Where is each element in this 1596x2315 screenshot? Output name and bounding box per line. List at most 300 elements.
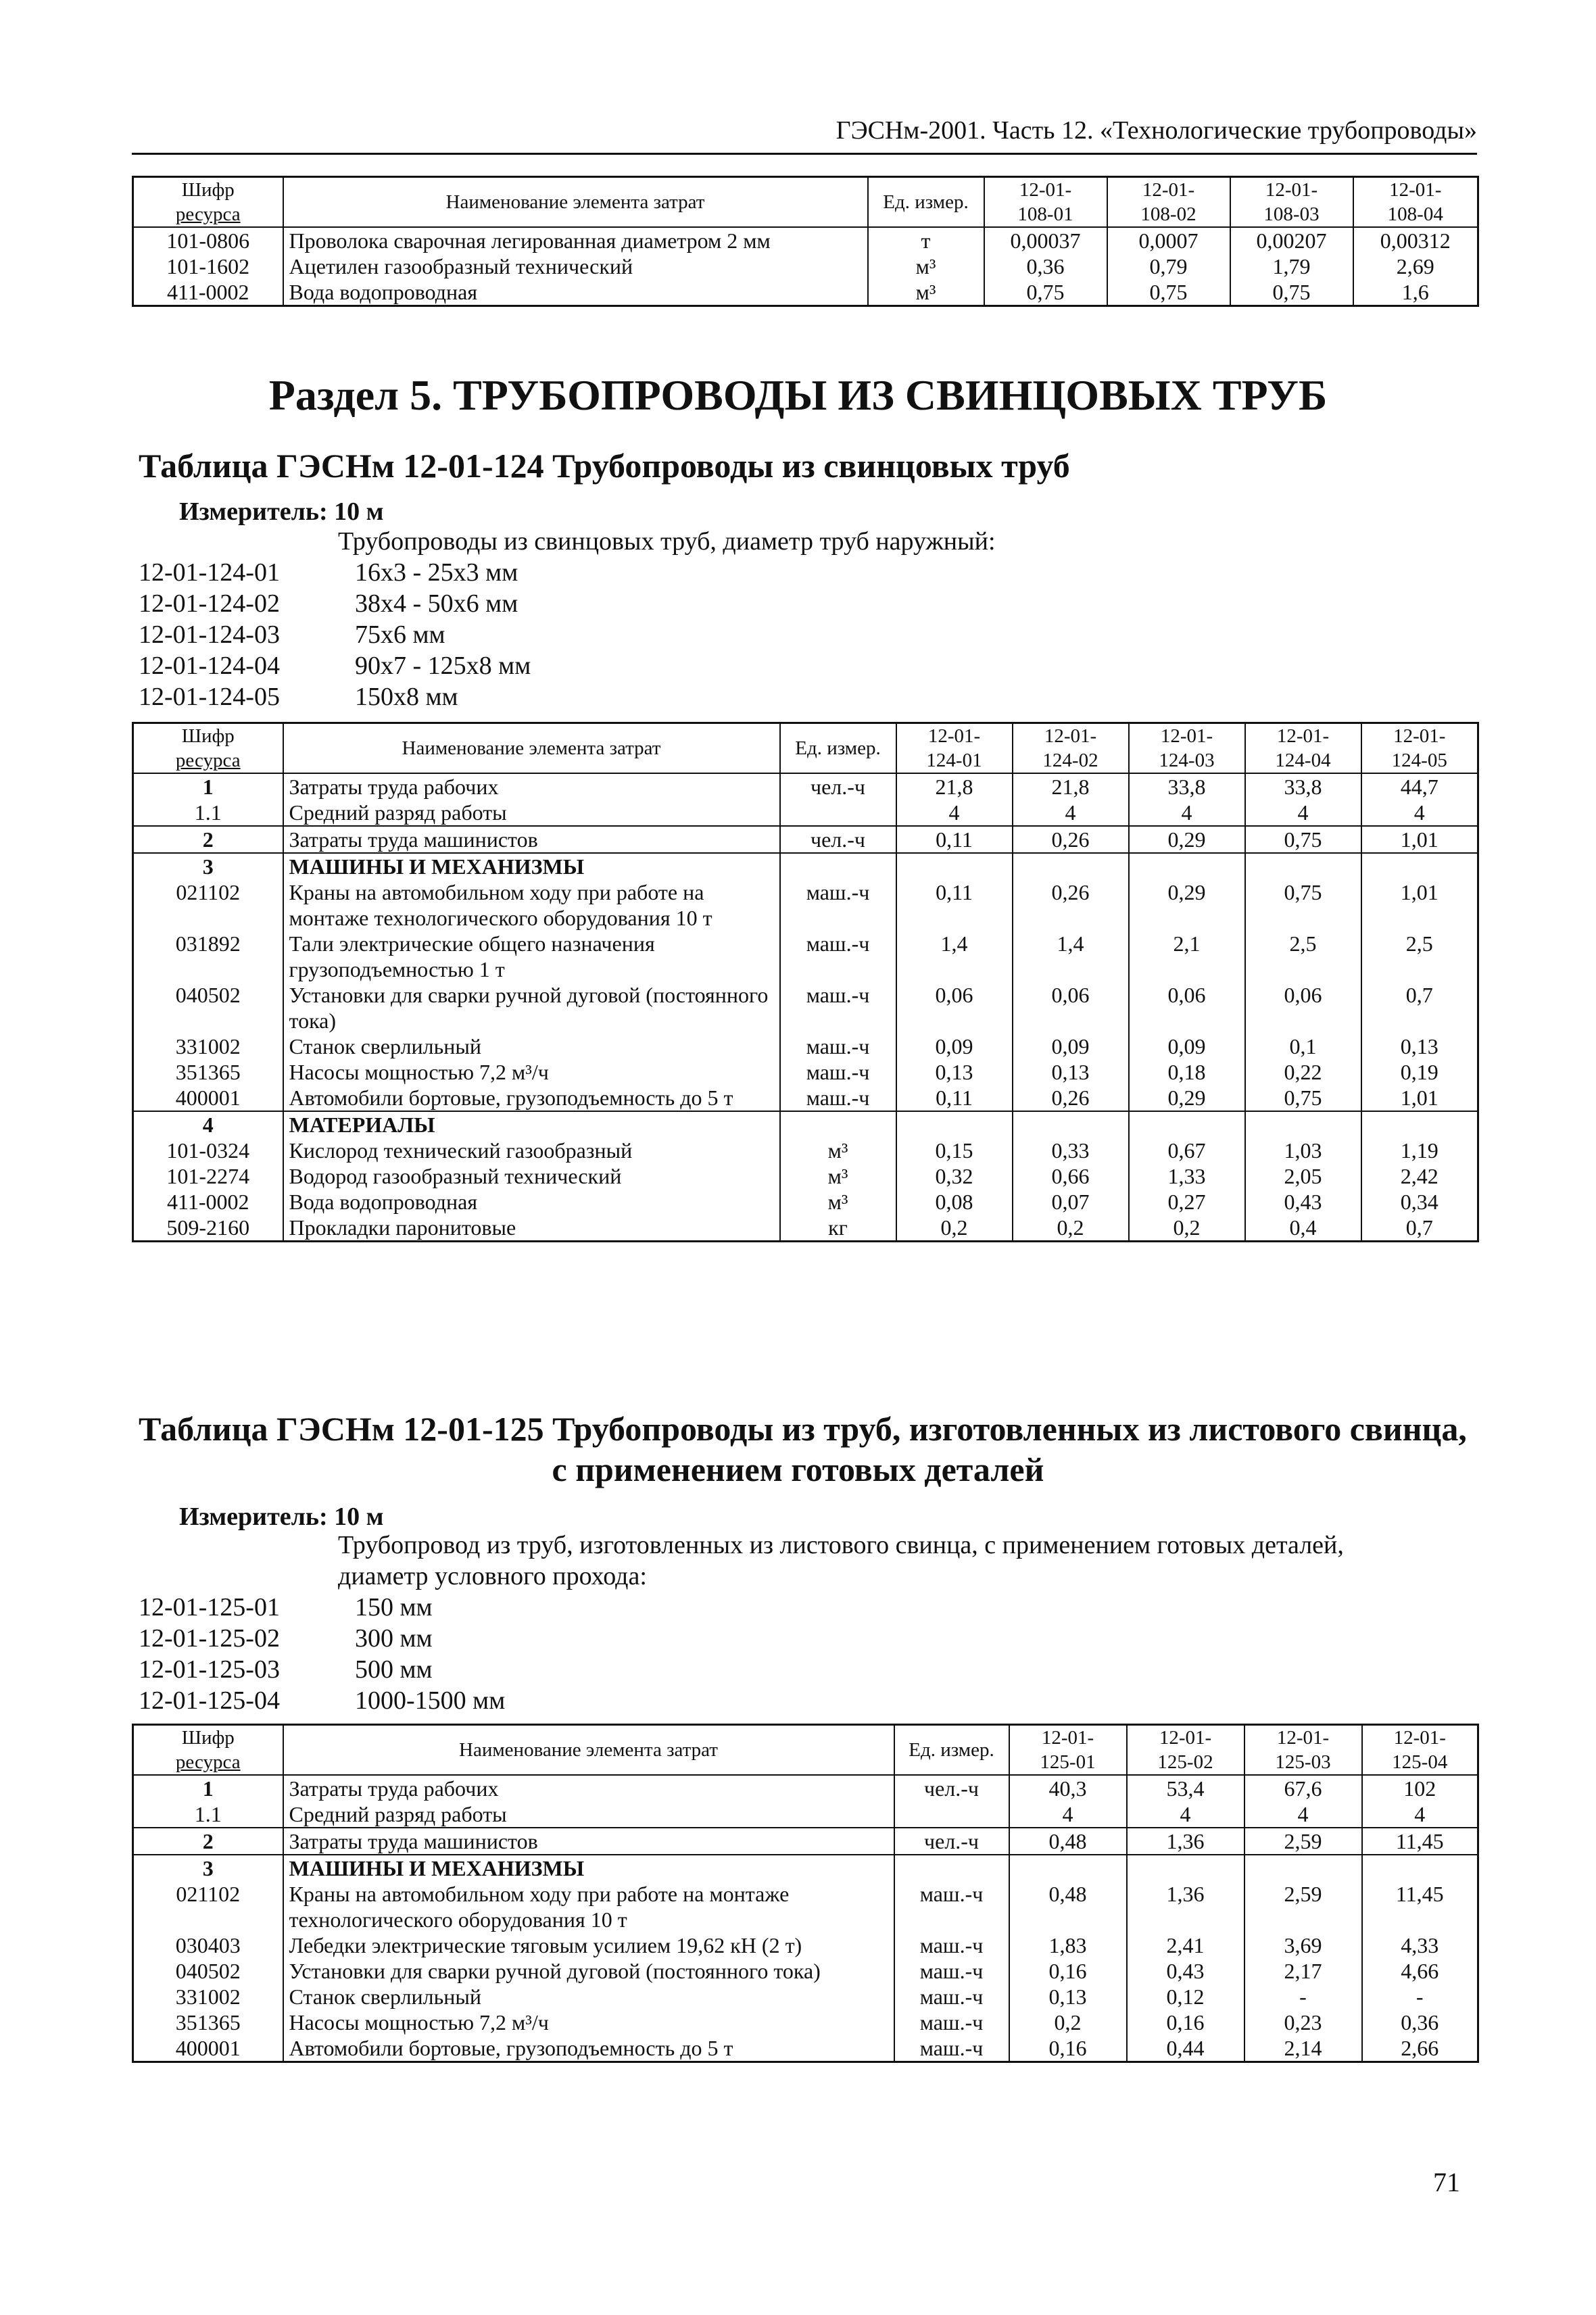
- item-text: 300 мм: [355, 1624, 433, 1653]
- cell-value: 2,41: [1127, 1932, 1244, 1958]
- table124-title: Таблица ГЭСНм 12-01-124 Трубопроводы из свинцовых труб: [139, 447, 1070, 485]
- table125-meter-value: 10 м: [334, 1503, 384, 1531]
- cell-value: [1129, 853, 1245, 879]
- cell-code: 1: [133, 1775, 283, 1801]
- cell-unit: маш.-ч: [780, 1033, 896, 1059]
- cell-name: Затраты труда машинистов: [283, 1828, 894, 1855]
- item-text: 500 мм: [355, 1655, 433, 1684]
- table124-header: [133, 723, 1478, 774]
- item-code: 12-01-124-03: [139, 620, 280, 649]
- cell-value: 0,09: [896, 1033, 1013, 1059]
- cell-unit: маш.-ч: [894, 2035, 1009, 2062]
- header-col: [1129, 723, 1245, 774]
- cell-value: [1127, 1855, 1244, 1881]
- header-col-line1: 12-01-: [1276, 1727, 1330, 1749]
- cell-name: Средний разряд работы: [283, 1801, 894, 1828]
- cell-code: 1.1: [133, 1801, 283, 1828]
- cell-name: Насосы мощностью 7,2 м³/ч: [283, 2009, 894, 2035]
- cell-value: 0,2: [1009, 2009, 1127, 2035]
- header-col: [896, 723, 1013, 774]
- item-text: 75х6 мм: [355, 620, 445, 649]
- cell-value: 2,69: [1353, 253, 1478, 279]
- cell-value: 0,19: [1361, 1059, 1478, 1085]
- header-col-line2: 125-03: [1275, 1751, 1331, 1773]
- cell-value: 67,6: [1244, 1775, 1362, 1801]
- cell-unit: маш.-ч: [780, 931, 896, 982]
- header-unit: Ед. измер.: [894, 1725, 1009, 1776]
- table-row: [133, 826, 1478, 853]
- cell-code: 331002: [133, 1033, 283, 1059]
- table-top-header: [133, 177, 1478, 228]
- header-col-line1: 12-01-: [1019, 179, 1072, 201]
- header-code: [133, 1725, 283, 1776]
- cell-value: 0,44: [1127, 2035, 1244, 2062]
- item-text: 16х3 - 25х3 мм: [355, 558, 518, 587]
- cell-unit: кг: [780, 1215, 896, 1242]
- header-code-line1: Шифр: [181, 725, 235, 747]
- cell-value: 0,33: [1013, 1138, 1129, 1163]
- header-col-line1: 12-01-: [1276, 725, 1330, 747]
- cell-value: 0,7: [1361, 982, 1478, 1033]
- table-row: [133, 1215, 1478, 1242]
- cell-name: МАШИНЫ И МЕХАНИЗМЫ: [283, 853, 780, 879]
- table-row: [133, 1828, 1478, 1855]
- header-col-line1: 12-01-: [1265, 179, 1318, 201]
- table-row: [133, 879, 1478, 931]
- header-col-line2: 108-04: [1387, 203, 1443, 225]
- table-row: [133, 1958, 1478, 1984]
- cell-value: 33,8: [1245, 773, 1361, 800]
- cell-name: Кислород технический газообразный: [283, 1138, 780, 1163]
- item-text: 90х7 - 125х8 мм: [355, 652, 531, 680]
- header-col-line1: 12-01-: [1393, 1727, 1446, 1749]
- cell-value: 1,03: [1245, 1138, 1361, 1163]
- cell-code: 101-2274: [133, 1163, 283, 1189]
- table125-header: [133, 1725, 1478, 1776]
- cell-unit: м³: [780, 1163, 896, 1189]
- cell-value: 0,36: [984, 253, 1107, 279]
- cell-value: 0,43: [1245, 1189, 1361, 1215]
- header-col: [1107, 177, 1230, 228]
- cell-value: 0,13: [1361, 1033, 1478, 1059]
- header-col: [1244, 1725, 1362, 1776]
- table124-meter-value: 10 м: [334, 497, 384, 526]
- item-row: [139, 650, 531, 681]
- table-row: [133, 800, 1478, 826]
- cell-value: [896, 853, 1013, 879]
- cell-value: 0,11: [896, 1085, 1013, 1111]
- header-col-line1: 12-01-: [1142, 179, 1195, 201]
- cell-value: 0,2: [1013, 1215, 1129, 1242]
- cell-code: 400001: [133, 2035, 283, 2062]
- cell-code: 2: [133, 826, 283, 853]
- cell-name: Станок сверлильный: [283, 1984, 894, 2009]
- cell-unit: [780, 1111, 896, 1138]
- cell-value: 4,66: [1362, 1958, 1478, 1984]
- cell-value: 0,16: [1127, 2009, 1244, 2035]
- cell-code: 509-2160: [133, 1215, 283, 1242]
- cell-value: 2,14: [1244, 2035, 1362, 2062]
- cell-value: 1,01: [1361, 826, 1478, 853]
- cell-value: 0,26: [1013, 1085, 1129, 1111]
- cell-value: 0,36: [1362, 2009, 1478, 2035]
- item-row: [139, 1623, 505, 1654]
- cell-value: 2,17: [1244, 1958, 1362, 1984]
- table-row: [133, 1932, 1478, 1958]
- header-col-line2: 125-02: [1157, 1751, 1213, 1773]
- cell-unit: [780, 800, 896, 826]
- cell-value: 0,2: [896, 1215, 1013, 1242]
- item-row: [139, 1592, 505, 1623]
- header-code: [133, 177, 283, 228]
- running-header: ГЭСНм-2001. Часть 12. «Технологические трубопроводы»: [132, 114, 1477, 155]
- cell-code: 411-0002: [133, 1189, 283, 1215]
- item-code: 12-01-125-02: [139, 1624, 280, 1653]
- table-row: [133, 227, 1478, 253]
- header-col-line2: 125-01: [1040, 1751, 1096, 1773]
- item-row: [139, 588, 531, 619]
- cell-unit: чел.-ч: [894, 1828, 1009, 1855]
- cell-value: 1,83: [1009, 1932, 1127, 1958]
- table-row: [133, 982, 1478, 1033]
- table-top: [132, 176, 1479, 307]
- cell-value: [1245, 1111, 1361, 1138]
- cell-value: 2,59: [1244, 1828, 1362, 1855]
- header-col-line1: 12-01-: [1160, 725, 1213, 747]
- header-col-line1: 12-01-: [1041, 1727, 1094, 1749]
- cell-value: 0,06: [1013, 982, 1129, 1033]
- cell-code: 040502: [133, 982, 283, 1033]
- table-row: [133, 253, 1478, 279]
- cell-value: 0,07: [1013, 1189, 1129, 1215]
- header-col: [1127, 1725, 1244, 1776]
- cell-value: 0,4: [1245, 1215, 1361, 1242]
- cell-unit: чел.-ч: [894, 1775, 1009, 1801]
- cell-name: МАТЕРИАЛЫ: [283, 1111, 780, 1138]
- table125-title-line1: Таблица ГЭСНм 12-01-125 Трубопроводы из труб, изготовленных из листового свинца,: [139, 1410, 1467, 1448]
- table-row: [133, 2035, 1478, 2062]
- cell-value: 4,33: [1362, 1932, 1478, 1958]
- cell-value: 0,16: [1009, 2035, 1127, 2062]
- cell-name: Лебедки электрические тяговым усилием 19,62 кН (2 т): [283, 1932, 894, 1958]
- table-row: [133, 1138, 1478, 1163]
- table-top-body: [133, 227, 1478, 306]
- cell-value: -: [1244, 1984, 1362, 2009]
- table-row: [133, 1775, 1478, 1801]
- cell-code: 031892: [133, 931, 283, 982]
- cell-code: 030403: [133, 1932, 283, 1958]
- cell-value: 0,08: [896, 1189, 1013, 1215]
- item-code: 12-01-125-04: [139, 1686, 280, 1715]
- header-unit: Ед. измер.: [868, 177, 984, 228]
- header-col: [1230, 177, 1353, 228]
- cell-unit: маш.-ч: [894, 1958, 1009, 1984]
- cell-unit: м³: [780, 1189, 896, 1215]
- cell-value: 0,15: [896, 1138, 1013, 1163]
- cell-value: 21,8: [896, 773, 1013, 800]
- header-col: [984, 177, 1107, 228]
- table-row: [133, 1855, 1478, 1881]
- cell-value: 4: [1009, 1801, 1127, 1828]
- cell-value: 21,8: [1013, 773, 1129, 800]
- cell-value: 1,01: [1361, 1085, 1478, 1111]
- cell-value: 0,43: [1127, 1958, 1244, 1984]
- cell-unit: маш.-ч: [894, 1881, 1009, 1932]
- item-code: 12-01-124-05: [139, 683, 280, 711]
- cell-value: 2,5: [1245, 931, 1361, 982]
- cell-value: 0,34: [1361, 1189, 1478, 1215]
- cell-code: 400001: [133, 1085, 283, 1111]
- cell-value: 0,79: [1107, 253, 1230, 279]
- cell-code: 021102: [133, 1881, 283, 1932]
- cell-value: [1009, 1855, 1127, 1881]
- cell-value: 0,26: [1013, 826, 1129, 853]
- cell-value: 0,13: [1009, 1984, 1127, 2009]
- cell-value: -: [1362, 1984, 1478, 2009]
- item-text: 150 мм: [355, 1593, 433, 1622]
- item-code: 12-01-124-02: [139, 589, 280, 618]
- header-code-line1: Шифр: [181, 1727, 235, 1749]
- header-row: [133, 723, 1478, 774]
- cell-name: МАШИНЫ И МЕХАНИЗМЫ: [283, 1855, 894, 1881]
- cell-value: 0,11: [896, 826, 1013, 853]
- cell-value: 0,48: [1009, 1881, 1127, 1932]
- item-row: [139, 681, 531, 712]
- cell-value: 4: [1129, 800, 1245, 826]
- table-row: [133, 279, 1478, 306]
- header-col-line1: 12-01-: [1393, 725, 1446, 747]
- cell-value: 1,36: [1127, 1828, 1244, 1855]
- table-row: [133, 773, 1478, 800]
- header-col-line1: 12-01-: [1389, 179, 1442, 201]
- cell-value: 2,59: [1244, 1881, 1362, 1932]
- item-row: [139, 1654, 505, 1685]
- cell-code: 1: [133, 773, 283, 800]
- cell-value: 0,06: [896, 982, 1013, 1033]
- cell-name: Затраты труда рабочих: [283, 773, 780, 800]
- cell-name: Затраты труда рабочих: [283, 1775, 894, 1801]
- cell-value: [896, 1111, 1013, 1138]
- cell-value: 2,5: [1361, 931, 1478, 982]
- cell-value: [1013, 1111, 1129, 1138]
- cell-name: Станок сверлильный: [283, 1033, 780, 1059]
- cell-name: Автомобили бортовые, грузоподъемность до 5 т: [283, 1085, 780, 1111]
- table124-items: [139, 557, 531, 712]
- cell-value: 0,11: [896, 879, 1013, 931]
- cell-value: 0,75: [1107, 279, 1230, 306]
- header-name: Наименование элемента затрат: [283, 1725, 894, 1776]
- table-row: [133, 931, 1478, 982]
- cell-value: 0,32: [896, 1163, 1013, 1189]
- table125-meter: [179, 1502, 384, 1532]
- table125-title-line2: с применением готовых деталей: [552, 1451, 1044, 1488]
- cell-value: 0,23: [1244, 2009, 1362, 2035]
- cell-name: Водород газообразный технический: [283, 1163, 780, 1189]
- cell-unit: м³: [780, 1138, 896, 1163]
- header-col-line2: 108-02: [1140, 203, 1196, 225]
- cell-value: 0,0007: [1107, 227, 1230, 253]
- cell-value: 0,00037: [984, 227, 1107, 253]
- table125-body: [133, 1775, 1478, 2062]
- header-col-line1: 12-01-: [927, 725, 981, 747]
- header-unit: Ед. измер.: [780, 723, 896, 774]
- item-row: [139, 557, 531, 588]
- cell-value: [1361, 853, 1478, 879]
- header-col: [1362, 1725, 1478, 1776]
- table-row: [133, 1984, 1478, 2009]
- page-number: 71: [1433, 2167, 1460, 2197]
- cell-value: 4: [1013, 800, 1129, 826]
- cell-value: 0,13: [1013, 1059, 1129, 1085]
- cell-value: 0,67: [1129, 1138, 1245, 1163]
- item-code: 12-01-125-03: [139, 1655, 280, 1684]
- cell-value: 0,75: [1245, 826, 1361, 853]
- cell-code: 040502: [133, 1958, 283, 1984]
- header-col-line2: 124-05: [1391, 750, 1447, 771]
- header-col-line1: 12-01-: [1159, 1727, 1212, 1749]
- table-row: [133, 1059, 1478, 1085]
- table-row: [133, 1189, 1478, 1215]
- cell-code: 411-0002: [133, 279, 283, 306]
- cell-value: 1,33: [1129, 1163, 1245, 1189]
- cell-unit: маш.-ч: [780, 1059, 896, 1085]
- cell-value: 0,75: [1230, 279, 1353, 306]
- cell-unit: [894, 1855, 1009, 1881]
- cell-name: Установки для сварки ручной дуговой (постоянного тока): [283, 982, 780, 1033]
- cell-code: 4: [133, 1111, 283, 1138]
- cell-value: 11,45: [1362, 1881, 1478, 1932]
- cell-unit: м³: [868, 279, 984, 306]
- table125: [132, 1724, 1479, 2063]
- cell-value: [1361, 1111, 1478, 1138]
- cell-name: Краны на автомобильном ходу при работе на монтаже технологического оборудования 10 т: [283, 879, 780, 931]
- cell-value: 0,2: [1129, 1215, 1245, 1242]
- cell-unit: маш.-ч: [780, 1085, 896, 1111]
- cell-name: Вода водопроводная: [283, 1189, 780, 1215]
- cell-value: 0,18: [1129, 1059, 1245, 1085]
- cell-unit: [894, 1801, 1009, 1828]
- table124-meter: [179, 497, 384, 527]
- cell-name: Вода водопроводная: [283, 279, 868, 306]
- header-col: [1013, 723, 1129, 774]
- cell-name: Краны на автомобильном ходу при работе на монтаже технологического оборудования 10 т: [283, 1881, 894, 1932]
- cell-value: 1,4: [896, 931, 1013, 982]
- cell-unit: чел.-ч: [780, 826, 896, 853]
- cell-name: Затраты труда машинистов: [283, 826, 780, 853]
- item-text: 1000-1500 мм: [355, 1686, 506, 1715]
- table125-description-line1: Трубопровод из труб, изготовленных из листового свинца, с применением готовых деталей,: [338, 1531, 1344, 1559]
- cell-name: Насосы мощностью 7,2 м³/ч: [283, 1059, 780, 1085]
- cell-value: 0,09: [1013, 1033, 1129, 1059]
- item-text: 150х8 мм: [355, 683, 458, 711]
- cell-unit: маш.-ч: [894, 2009, 1009, 2035]
- cell-value: 0,13: [896, 1059, 1013, 1085]
- header-col: [1361, 723, 1478, 774]
- cell-code: 101-1602: [133, 253, 283, 279]
- cell-value: 33,8: [1129, 773, 1245, 800]
- cell-unit: м³: [868, 253, 984, 279]
- table125-meter-label: Измеритель:: [179, 1503, 328, 1531]
- cell-unit: маш.-ч: [780, 879, 896, 931]
- cell-value: 0,48: [1009, 1828, 1127, 1855]
- cell-unit: маш.-ч: [894, 1932, 1009, 1958]
- cell-value: 0,7: [1361, 1215, 1478, 1242]
- cell-value: 0,1: [1245, 1033, 1361, 1059]
- cell-value: [1244, 1855, 1362, 1881]
- cell-name: Проволока сварочная легированная диаметром 2 мм: [283, 227, 868, 253]
- header-col: [1245, 723, 1361, 774]
- table-row: [133, 853, 1478, 879]
- cell-value: 4: [1361, 800, 1478, 826]
- cell-value: 1,19: [1361, 1138, 1478, 1163]
- table124-meter-label: Измеритель:: [179, 497, 328, 526]
- cell-code: 1.1: [133, 800, 283, 826]
- table124: [132, 722, 1479, 1242]
- header-name: Наименование элемента затрат: [283, 723, 780, 774]
- header-code-line2: ресурса: [175, 750, 241, 771]
- cell-value: 1,36: [1127, 1881, 1244, 1932]
- cell-code: 351365: [133, 1059, 283, 1085]
- cell-code: 101-0324: [133, 1138, 283, 1163]
- cell-value: 4: [896, 800, 1013, 826]
- cell-value: 0,09: [1129, 1033, 1245, 1059]
- cell-name: Средний разряд работы: [283, 800, 780, 826]
- table-row: [133, 1163, 1478, 1189]
- cell-value: 40,3: [1009, 1775, 1127, 1801]
- table-row: [133, 1801, 1478, 1828]
- section-title: Раздел 5. ТРУБОПРОВОДЫ ИЗ СВИНЦОВЫХ ТРУБ: [268, 371, 1328, 419]
- cell-value: 4: [1244, 1801, 1362, 1828]
- item-code: 12-01-125-01: [139, 1593, 280, 1622]
- cell-value: 0,22: [1245, 1059, 1361, 1085]
- cell-value: [1129, 1111, 1245, 1138]
- header-code-line2: ресурса: [175, 1751, 241, 1773]
- cell-value: 0,66: [1013, 1163, 1129, 1189]
- cell-value: [1362, 1855, 1478, 1881]
- cell-name: Автомобили бортовые, грузоподъемность до 5 т: [283, 2035, 894, 2062]
- cell-value: 2,1: [1129, 931, 1245, 982]
- header-col-line2: 124-02: [1042, 750, 1098, 771]
- cell-value: 3,69: [1244, 1932, 1362, 1958]
- cell-value: 4: [1127, 1801, 1244, 1828]
- cell-value: 2,66: [1362, 2035, 1478, 2062]
- cell-value: 0,16: [1009, 1958, 1127, 1984]
- cell-unit: маш.-ч: [780, 982, 896, 1033]
- cell-unit: чел.-ч: [780, 773, 896, 800]
- cell-name: Прокладки паронитовые: [283, 1215, 780, 1242]
- cell-value: 53,4: [1127, 1775, 1244, 1801]
- item-code: 12-01-124-04: [139, 652, 280, 680]
- cell-value: 4: [1245, 800, 1361, 826]
- cell-name: Установки для сварки ручной дуговой (постоянного тока): [283, 1958, 894, 1984]
- cell-value: 44,7: [1361, 773, 1478, 800]
- cell-value: 0,00207: [1230, 227, 1353, 253]
- cell-value: 0,29: [1129, 1085, 1245, 1111]
- cell-code: 351365: [133, 2009, 283, 2035]
- cell-value: 11,45: [1362, 1828, 1478, 1855]
- cell-value: 102: [1362, 1775, 1478, 1801]
- cell-name: Тали электрические общего назначения грузоподъемностью 1 т: [283, 931, 780, 982]
- cell-value: 0,06: [1129, 982, 1245, 1033]
- table125-description-line2: диаметр условного прохода:: [338, 1562, 647, 1590]
- cell-value: 0,29: [1129, 879, 1245, 931]
- cell-code: 3: [133, 1855, 283, 1881]
- cell-code: 331002: [133, 1984, 283, 2009]
- item-row: [139, 1685, 505, 1716]
- header-col-line2: 108-03: [1263, 203, 1320, 225]
- header-col: [1353, 177, 1478, 228]
- cell-value: [1245, 853, 1361, 879]
